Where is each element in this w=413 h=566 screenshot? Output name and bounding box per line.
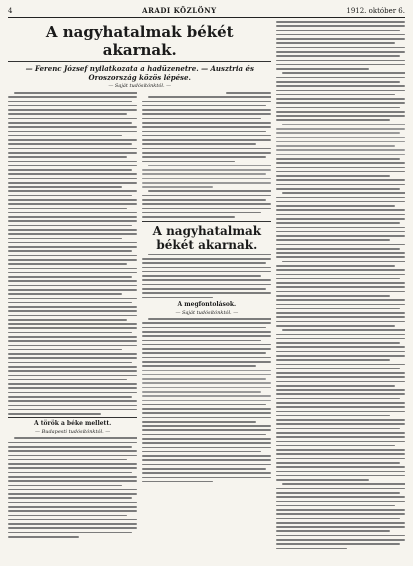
column-2-text: [142, 92, 271, 218]
section-sub-left: — Budapesti tudósítónktól. —: [34, 429, 111, 436]
column-1-text: [8, 92, 137, 415]
column-2: [142, 92, 271, 538]
column-3: [276, 21, 405, 549]
main-dateline: — Saját tudósítónktól. —: [108, 83, 172, 89]
section-sub-mid: — Saját tudósítónktól. —: [175, 310, 239, 317]
main-article: [8, 21, 271, 549]
section-title-mid: A megfontolások.: [177, 301, 237, 309]
column-1: [8, 92, 137, 538]
newspaper-page: [8, 6, 405, 560]
main-headline: A nagyhatalmak békét akarnak.: [8, 23, 271, 62]
column-2-middle-text: [142, 254, 271, 298]
main-subheadline: — Ferenc József nyilatkozata a hadüzenetre. — Ausztria és Oroszország közös lépése.: [25, 64, 254, 82]
issue-date: 1912. október 6.: [346, 7, 405, 15]
main-article-columns: [8, 92, 271, 538]
second-headline: A nagyhatalmak békét akarnak.: [142, 221, 271, 252]
columns: [8, 21, 405, 549]
section-title-left: A török a béke mellett.: [34, 420, 112, 428]
column-3-text: [276, 21, 405, 549]
column-1-lower-text: [8, 437, 137, 537]
masthead: [8, 6, 405, 18]
page-number: 4: [8, 7, 13, 15]
paper-name: ARADI KÖZLÖNY: [142, 6, 217, 15]
column-2-lower-text: [142, 318, 271, 482]
